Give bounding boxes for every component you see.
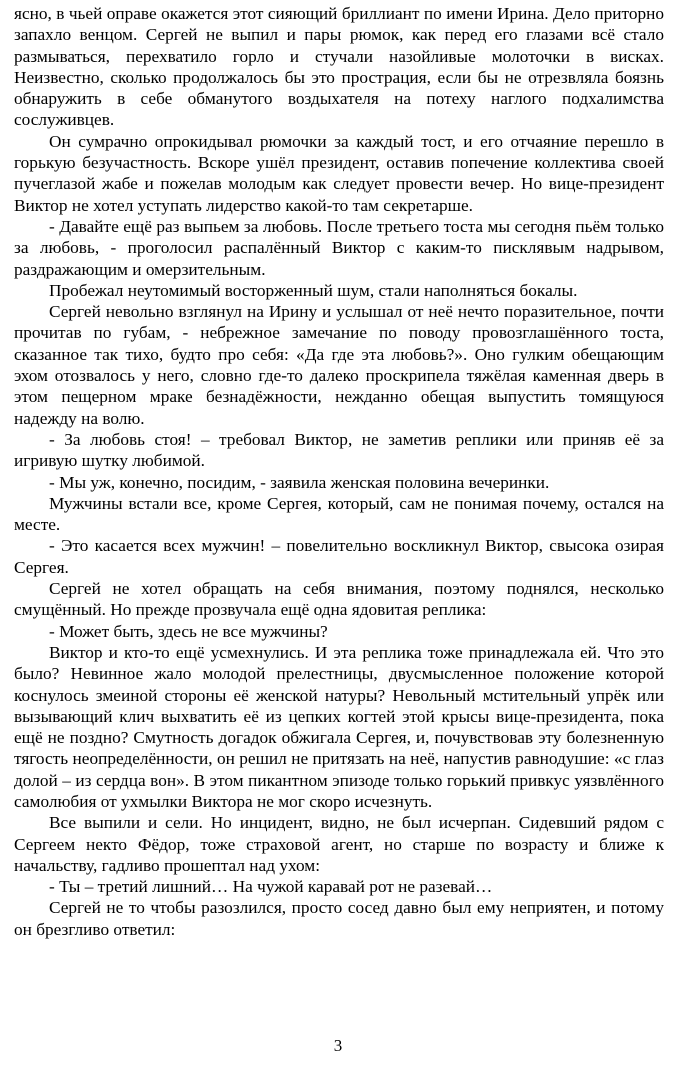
- paragraph: - За любовь стоя! – требовал Виктор, не заметив реплики или приняв её за игривую шутку любимой.: [14, 429, 664, 471]
- paragraph: - Мы уж, конечно, посидим, - заявила женская половина вечеринки.: [49, 472, 550, 492]
- paragraph: Сергей невольно взглянул на Ирину и услышал от неё нечто поразительное, почти прочитав по губам, - небрежное замечание по поводу провозглашённого тоста, сказанное так тихо, будто про себя: «Да где эта любовь?». Оно гулким обещающим эхом отозвалось у него, словно где-то далеко проскрипела тяжёлая каменная дверь в этом пещерном мраке безнадёжности, нежданно обещая выпустить томящуюся надежду на волю.: [14, 302, 664, 428]
- paragraph: - Это касается всех мужчин! – повелительно воскликнул Виктор, свысока озирая Сергея.: [14, 536, 664, 577]
- paragraph: Мужчины встали все, кроме Сергея, который, сам не понимая почему, остался на месте.: [14, 493, 664, 535]
- paragraph: - Давайте ещё раз выпьем за любовь. После третьего тоста мы сегодня пьём только за любовь, - проголосил распалённый Виктор с каким-то писклявым надрывом, раздражающим и омерзительным.: [14, 216, 664, 279]
- paragraph: - Ты – третий лишний… На чужой каравай рот не разевай…: [49, 877, 493, 897]
- page-number: 3: [333, 1036, 343, 1055]
- paragraph: Сергей не хотел обращать на себя внимания, поэтому поднялся, несколько смущённый. Но прежде прозвучала ещё одна ядовитая реплика:: [14, 579, 664, 620]
- paragraph: Все выпили и сели. Но инцидент, видно, не был исчерпан. Сидевший рядом с Сергеем некто Фёдор, тоже страховой агент, но старше по возрасту и ближе к начальству, гадливо прошептал над ухом:: [14, 813, 664, 875]
- paragraph: ясно, в чьей оправе окажется этот сияющий бриллиант по имени Ирина. Дело приторно запахло венцом. Сергей не выпил и пары рюмок, как перед его глазами всё стало размываться, перехватило горло и стучали назойливые молоточки в висках. Неизвестно, сколько продолжалось бы это прострация, если бы не отрезвляла боязнь обнаружить в себе обманутого воздыхателя на потеху наглого подхалимства сослуживцев.: [14, 4, 664, 130]
- paragraph: - Может быть, здесь не все мужчины?: [49, 621, 328, 641]
- paragraph: Сергей не то чтобы разозлился, просто сосед давно был ему неприятен, и потому он брезгливо ответил:: [14, 898, 664, 939]
- paragraph: Виктор и кто-то ещё усмехнулись. И эта реплика тоже принадлежала ей. Что это было? Невинное жало молодой прелестницы, двусмысленное положение которой коснулось змеиной стороны её женской натуры? Невольный мстительный упрёк или вызывающий клич выхватить её из цепких когтей этой крысы вице-президента, пока ещё не поздно? Смутность догадок обжигала Сергея, и, почувствовав эту болезненную тягость неопределённости, он решил не притязать на неё, напустив равнодушие: «с глаз долой – из сердца вон». В этом пикантном эпизоде только горький привкус уязвлённого самолюбия от ухмылки Виктора не мог скоро исчезнуть.: [14, 642, 664, 811]
- body-text: [14, 3, 664, 940]
- paragraph: Пробежал неутомимый восторженный шум, стали наполняться бокалы.: [49, 280, 578, 300]
- paragraph: Он сумрачно опрокидывал рюмочки за каждый тост, и его отчаяние перешло в горькую безучастность. Вскоре ушёл президент, оставив попечение коллектива своей пучеглазой жабе и пожелав молодым как следует провести вечер. Но вице-президент Виктор не хотел уступать лидерство какой-то там секретарше.: [14, 131, 664, 215]
